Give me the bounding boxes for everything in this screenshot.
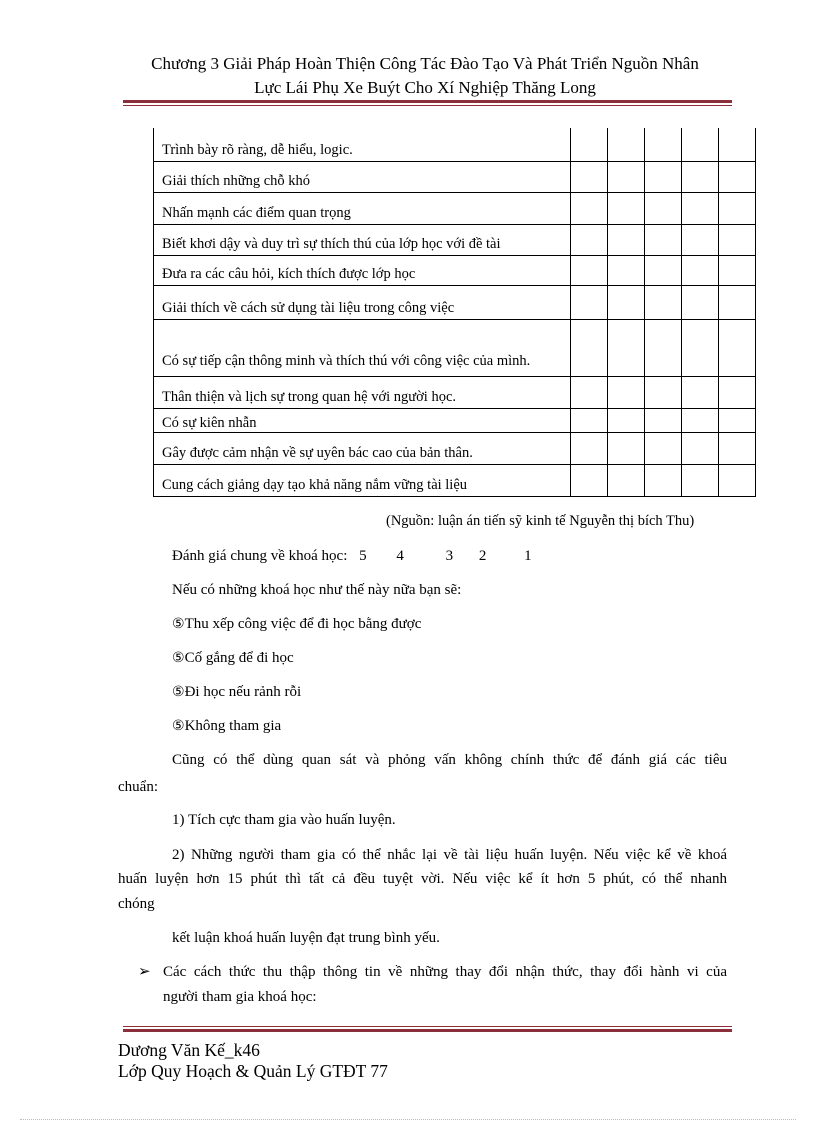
option-item: [172, 648, 294, 668]
score-cell: [682, 432, 719, 464]
bullet-line-1: Các cách thức thu thập thông tin về những thay đổi nhận thức, thay đổi hành vi của: [163, 964, 727, 980]
circle-five-icon: ⑤: [172, 650, 185, 666]
page-bottom-dotted-line: [20, 1119, 796, 1120]
score-cell: [645, 408, 682, 432]
table-row: [154, 128, 756, 161]
score-cell: [682, 285, 719, 319]
circle-five-icon: ⑤: [172, 718, 185, 734]
circle-five-icon: ⑤: [172, 616, 185, 632]
score-cell: [645, 432, 682, 464]
option-item: [172, 614, 421, 634]
score-cell: [682, 255, 719, 285]
criteria-table: [153, 128, 756, 497]
criteria-label: Trình bày rõ ràng, dễ hiểu, logic.: [154, 128, 571, 161]
criteria-label: Nhấn mạnh các điểm quan trọng: [154, 192, 571, 224]
score-5: 5: [359, 548, 367, 564]
paragraph-1-line-1: Cũng có thể dùng quan sát và phỏng vấn không chính thức để đánh giá các tiêu: [172, 752, 727, 768]
score-cell: [608, 255, 645, 285]
bullet-arrow-icon: ➢: [138, 964, 151, 980]
conclusion-text: kết luận khoá huấn luyện đạt trung bình yếu.: [172, 930, 440, 946]
score-cell: [571, 432, 608, 464]
footer-rule-thick: [123, 1029, 732, 1032]
source-note: (Nguồn: luận án tiến sỹ kinh tế Nguyễn thị bích Thu): [386, 513, 695, 529]
score-1: 1: [524, 548, 532, 564]
item-2-line-1: 2) Những người tham gia có thể nhắc lại về tài liệu huấn luyện. Nếu việc kể về khoá: [172, 847, 727, 863]
score-cell: [719, 432, 756, 464]
score-cell: [682, 192, 719, 224]
criteria-label: Có sự kiên nhẫn: [154, 408, 571, 432]
score-cell: [571, 224, 608, 255]
score-cell: [719, 285, 756, 319]
score-cell: [608, 376, 645, 408]
score-cell: [571, 408, 608, 432]
score-cell: [608, 319, 645, 376]
table-row: [154, 319, 756, 376]
score-cell: [645, 128, 682, 161]
score-cell: [645, 285, 682, 319]
table-row: [154, 376, 756, 408]
score-cell: [571, 192, 608, 224]
overall-rating-line: [172, 546, 532, 566]
score-cell: [682, 319, 719, 376]
table-row: [154, 464, 756, 496]
score-cell: [645, 464, 682, 496]
criteria-label: Thân thiện và lịch sự trong quan hệ với người học.: [154, 376, 571, 408]
item-2-line-2: huấn luyện hơn 15 phút thì tất cả đều tuyệt vời. Nếu việc kể ít hơn 5 phút, có thể nhanh: [118, 871, 727, 887]
footer-author: Dương Văn Kế_k46: [118, 1040, 260, 1060]
score-cell: [719, 408, 756, 432]
score-cell: [719, 128, 756, 161]
footer-class: Lớp Quy Hoạch & Quản Lý GTĐT 77: [118, 1061, 388, 1081]
footer-rule-thin: [123, 1026, 732, 1027]
score-cell: [682, 464, 719, 496]
table-row: [154, 192, 756, 224]
question-text: Nếu có những khoá học như thế này nữa bạn sẽ:: [172, 582, 462, 598]
score-cell: [719, 319, 756, 376]
score-cell: [608, 432, 645, 464]
score-cell: [608, 161, 645, 192]
option-label: Cố gắng để đi học: [184, 650, 294, 666]
score-2: 2: [478, 548, 487, 564]
score-cell: [682, 161, 719, 192]
score-cell: [571, 319, 608, 376]
criteria-label: Giải thích những chỗ khó: [154, 161, 571, 192]
option-item: [172, 716, 281, 736]
score-cell: [571, 128, 608, 161]
bullet-line-2: người tham gia khoá học:: [163, 989, 317, 1005]
score-cell: [682, 128, 719, 161]
criteria-label: Biết khơi dậy và duy trì sự thích thú của lớp học với đề tài: [154, 224, 571, 255]
table-row: [154, 224, 756, 255]
score-cell: [719, 464, 756, 496]
score-cell: [645, 192, 682, 224]
table-row: [154, 255, 756, 285]
criteria-label: Có sự tiếp cận thông minh và thích thú với công việc của mình.: [154, 319, 571, 376]
table-row: [154, 161, 756, 192]
criteria-label: Đưa ra các câu hỏi, kích thích được lớp học: [154, 255, 571, 285]
circle-five-icon: ⑤: [172, 684, 185, 700]
option-item: [172, 682, 301, 702]
score-cell: [719, 255, 756, 285]
header-rule-thick: [123, 100, 732, 103]
score-cell: [608, 408, 645, 432]
score-cell: [645, 319, 682, 376]
table-row: [154, 432, 756, 464]
option-label: Không tham gia: [184, 718, 282, 734]
score-cell: [571, 376, 608, 408]
score-cell: [719, 192, 756, 224]
score-cell: [719, 161, 756, 192]
score-cell: [645, 161, 682, 192]
score-cell: [719, 224, 756, 255]
score-cell: [571, 161, 608, 192]
item-1: 1) Tích cực tham gia vào huấn luyện.: [172, 812, 396, 828]
item-2-line-3: chóng: [118, 896, 155, 912]
header-rule-thin: [123, 105, 732, 106]
score-cell: [719, 376, 756, 408]
score-cell: [682, 224, 719, 255]
page-header-title: [118, 52, 732, 100]
score-cell: [645, 376, 682, 408]
option-label: Đi học nếu rảnh rỗi: [184, 684, 302, 700]
score-cell: [571, 255, 608, 285]
header-title-line-1: Chương 3 Giải Pháp Hoàn Thiện Công Tác Đào Tạo Và Phát Triển Nguồn Nhân: [151, 54, 699, 73]
score-3: 3: [445, 548, 454, 564]
score-cell: [645, 224, 682, 255]
option-label: Thu xếp công việc để đi học bằng được: [184, 616, 422, 632]
score-cell: [645, 255, 682, 285]
score-cell: [571, 464, 608, 496]
score-cell: [682, 408, 719, 432]
criteria-label: Giải thích về cách sử dụng tài liệu trong công việc: [154, 285, 571, 319]
overall-rating-label: Đánh giá chung về khoá học:: [172, 548, 348, 564]
score-cell: [571, 285, 608, 319]
score-4: 4: [396, 548, 404, 564]
score-cell: [608, 224, 645, 255]
table-row: [154, 285, 756, 319]
score-cell: [682, 376, 719, 408]
paragraph-1-line-2: chuẩn:: [118, 779, 158, 795]
score-cell: [608, 192, 645, 224]
score-cell: [608, 128, 645, 161]
score-cell: [608, 464, 645, 496]
header-title-line-2: Lực Lái Phụ Xe Buýt Cho Xí Nghiệp Thăng Long: [254, 78, 596, 97]
criteria-label: Cung cách giảng dạy tạo khả năng nắm vững tài liệu: [154, 464, 571, 496]
criteria-label: Gây được cảm nhận về sự uyên bác cao của bản thân.: [154, 432, 571, 464]
table-row: [154, 408, 756, 432]
score-cell: [608, 285, 645, 319]
